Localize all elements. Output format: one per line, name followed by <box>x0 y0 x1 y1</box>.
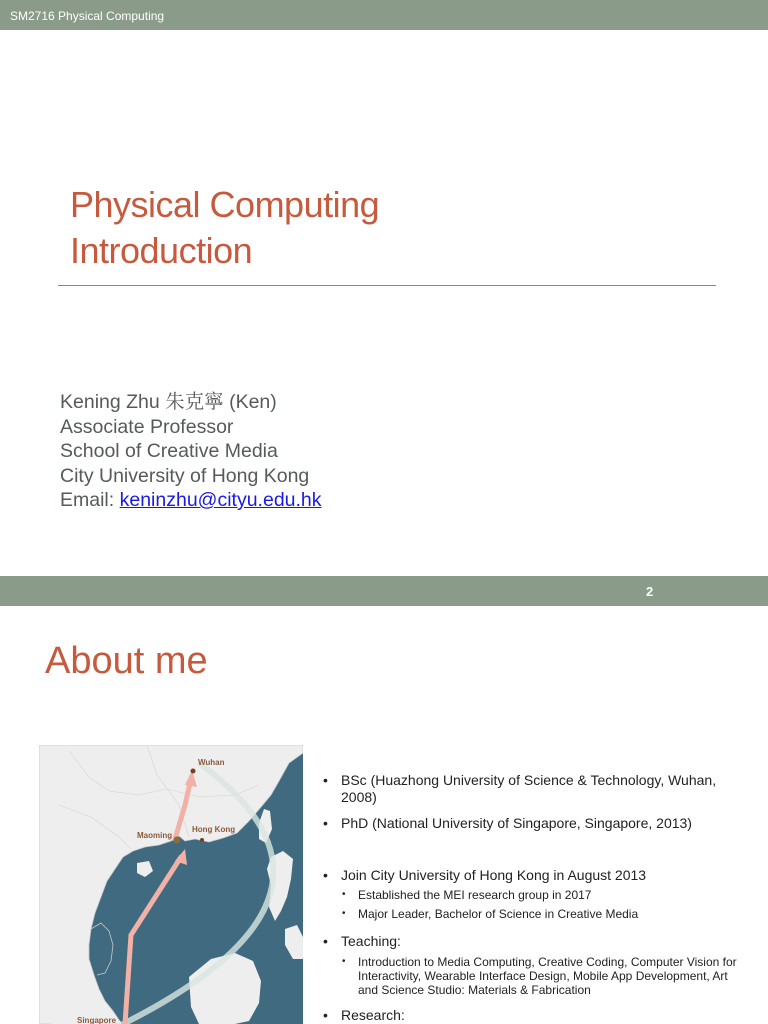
email-label: Email: <box>60 489 120 511</box>
hongkong-label: Hong Kong <box>192 825 236 834</box>
sub-bullet-mei: • Established the MEI research group in 2017 <box>320 888 750 902</box>
slide-header-bar <box>0 0 768 30</box>
slide-separator-bar <box>0 576 768 606</box>
bullet-join: • Join City University of Hong Kong in August 2013 <box>320 867 750 884</box>
title-line-1: Physical Computing <box>70 184 380 225</box>
sub-bullet-courses: • Introduction to Media Computing, Creative Coding, Computer Vision for Interactivity, Wearable Interface Design, Mobile App Development, Art and Science Studio: Materials & Fabrication <box>320 955 750 997</box>
instructor-name: Kening Zhu 朱克寧 (Ken) <box>60 391 277 413</box>
maoming-label: Maoming <box>137 831 173 840</box>
title-line-2: Introduction <box>70 230 253 271</box>
email-link[interactable]: keninzhu@cityu.edu.hk <box>119 489 322 511</box>
instructor-info <box>60 390 322 513</box>
course-label: SM2716 Physical Computing <box>10 9 165 23</box>
singapore-label: Singapore <box>77 1016 117 1024</box>
instructor-university: City University of Hong Kong <box>60 464 310 487</box>
about-bullet-list <box>320 772 750 1024</box>
slide-title <box>70 182 379 274</box>
title-divider <box>58 285 716 286</box>
wuhan-label: Wuhan <box>198 758 225 767</box>
instructor-position: Associate Professor <box>60 415 234 438</box>
page-number: 2 <box>646 584 654 599</box>
about-title: About me <box>45 640 208 682</box>
bullet-phd: • PhD (National University of Singapore, Singapore, 2013) <box>320 815 750 832</box>
instructor-school: School of Creative Media <box>60 440 278 462</box>
bullet-bsc: • BSc (Huazhong University of Science & Technology, Wuhan, 2008) <box>320 772 750 806</box>
sub-bullet-major-leader: • Major Leader, Bachelor of Science in Creative Media <box>320 907 750 921</box>
instructor-email <box>60 488 322 513</box>
bullet-teaching: • Teaching: <box>320 933 750 950</box>
career-map <box>39 745 303 1024</box>
bullet-research: • Research: <box>320 1007 750 1024</box>
